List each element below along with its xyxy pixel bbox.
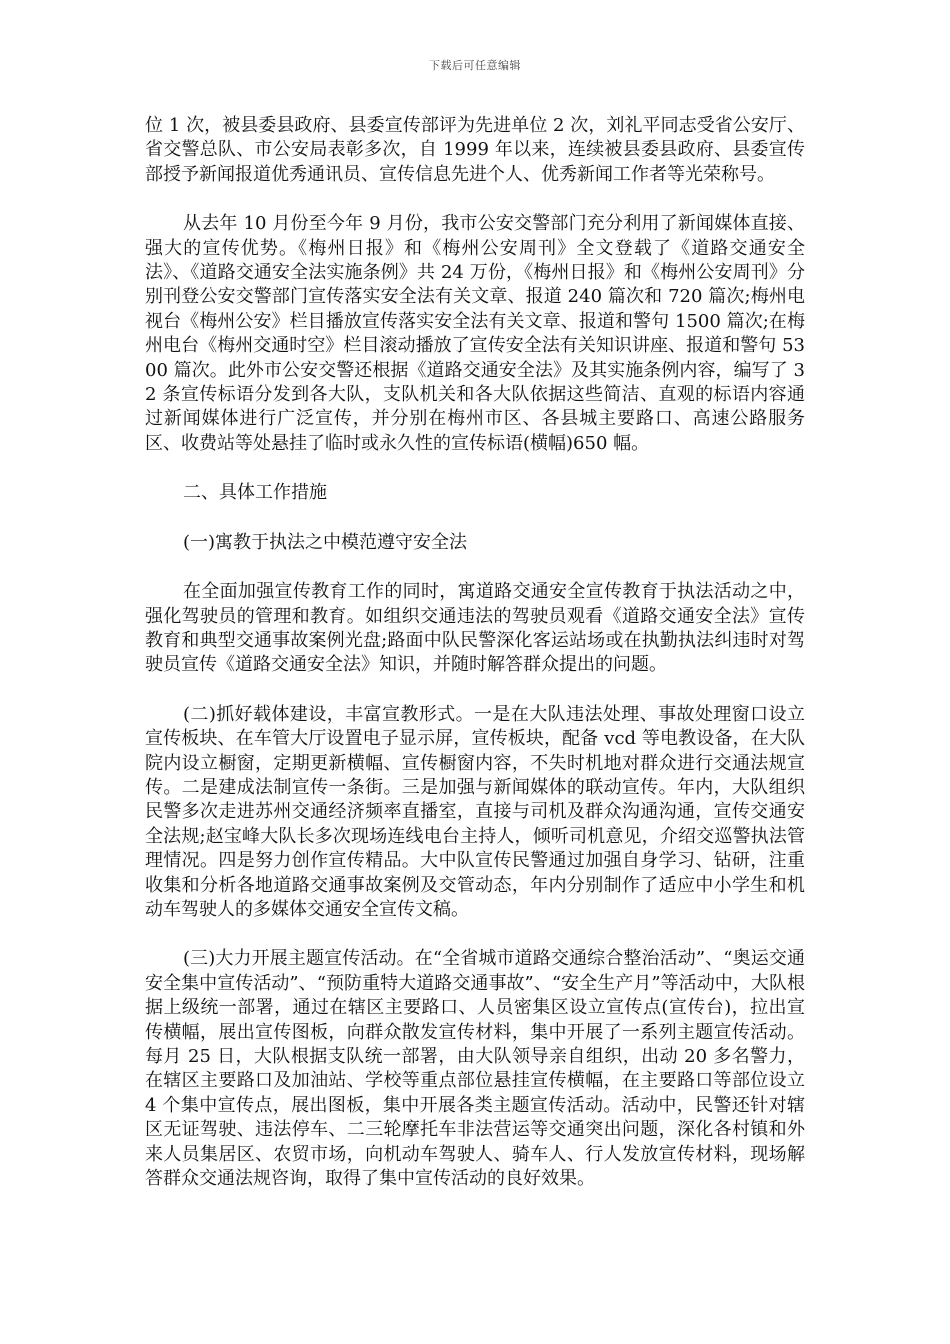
paragraph-theme-activities: (三)大力开展主题宣传活动。在“全省城市道路交通综合整治活动”、“奥运交通安全集中宣传活动”、“预防重特大道路交通事故”、“安全生产月”等活动中，大队根据上级统一部署，通过在辖区主要路口、人员密集区设立宣传点(宣传台)，拉出宣传横幅，展出宣传图板，向群众散发宣传材料，集中开展了一系列主题宣传活动。每月 25 日，大队根据支队统一部署，由大队领导亲自组织，出动 20 多名警力，在辖区主要路口及加油站、学校等重点部位悬挂宣传横幅，在主要路口等部位设立 4 个集中宣传点，展出图板，集中开展各类主题宣传活动。活动中，民警还针对辖区无证驾驶、违法停车、二三轮摩托车非法营运等交通突出问题，深化各村镇和外来人员集居区、农贸市场，向机动车驾驶人、骑车人、行人发放宣传材料，现场解答群众交通法规咨询，取得了集中宣传活动的良好效果。 [145,948,805,1190]
paragraph-law-enforcement: 在全面加强宣传教育工作的同时，寓道路交通安全宣传教育于执法活动之中，强化驾驶员的管理和教育。如组织交通违法的驾驶员观看《道路交通安全法》宣传教育和典型交通事故案例光盘;路面中队民警深化客运站场或在执勤执法纠违时对驾驶员宣传《道路交通安全法》知识，并随时解答群众提出的问题。 [145,581,805,676]
subsection-heading: (一)寓教于执法之中模范遵守安全法 [183,531,468,553]
paragraph-media-publicity: 从去年 10 月份至今年 9 月份，我市公安交警部门充分利用了新闻媒体直接、强大的宣传优势。《梅州日报》和《梅州公安周刊》全文登载了《道路交通安全法》、《道路交通安全法实施条例》共 24 万份，《梅州日报》和《梅州公安周刊》分别刊登公安交警部门宣传落实安全法有关文章、报道 240 篇次和 720 篇次;梅州电视台《梅州公安》栏目播放宣传落实安全法有关文章、报道和警句 1500 篇次;在梅州电台《梅州交通时空》栏目滚动播放了宣传安全法有关知识讲座、报道和警句 5300 篇次。此外市公安交警还根据《道路交通安全法》及其实施条例内容，编写了 32 条宣传标语分发到各大队，支队机关和各大队依据这些简洁、直观的标语内容通过新闻媒体进行广泛宣传，并分别在梅州市区、各县城主要路口、高速公路服务区、收费站等处悬挂了临时或永久性的宣传标语(横幅)650 幅。 [145,213,805,454]
page-header: 下载后可任意编辑 [429,59,521,72]
section-heading: 二、具体工作措施 [183,482,327,504]
paragraph-continuation: 位 1 次，被县委县政府、县委宣传部评为先进单位 2 次，刘礼平同志受省公安厅、省交警总队、市公安局表彰多次，自 1999 年以来，连续被县委县政府、县委宣传部授予新闻报道优秀通讯员、宣传信息先进个人、优秀新闻工作者等光荣称号。 [145,115,805,185]
paragraph-carrier-construction: (二)抓好载体建设，丰富宣教形式。一是在大队违法处理、事故处理窗口设立宣传板块、在车管大厅设置电子显示屏，宣传板块，配备 vcd 等电教设备，在大队院内设立橱窗，定期更新横幅、宣传橱窗内容，不失时机地对群众进行交通法规宣传。二是建成法制宣传一条街。三是加强与新闻媒体的联动宣传。年内，大队组织民警多次走进苏州交通经济频率直播室，直接与司机及群众沟通沟通，宣传交通安全法规;赵宝峰大队长多次现场连线电台主持人，倾听司机意见，介绍交巡警执法管理情况。四是努力创作宣传精品。大中队宣传民警通过加强自身学习、钻研，注重收集和分析各地道路交通事故案例及交管动态，年内分别制作了适应中小学生和机动车驾驶人的多媒体交通安全宣传文稿。 [145,703,805,920]
document-body [145,114,805,1216]
